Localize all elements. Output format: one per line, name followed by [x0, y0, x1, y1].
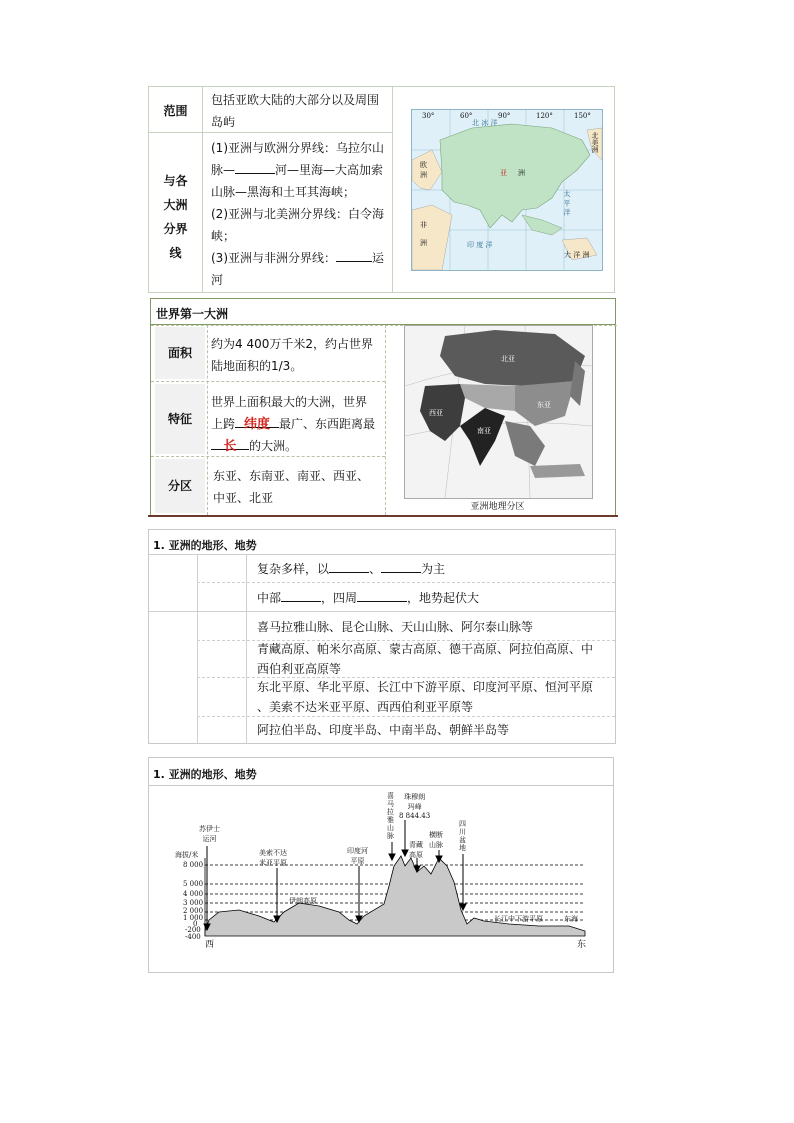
indian-ocean-label: 印 度 洋 [467, 241, 493, 249]
section-title: 世界第一大洲 [156, 307, 229, 321]
south-asia-label: 南亚 [477, 427, 491, 435]
himalaya-label: 喜 马 拉 雅 山 脉 [387, 792, 394, 840]
lon-label: 60° [460, 112, 473, 120]
y-tick: 1 000 [183, 914, 204, 922]
asia-label-2: 洲 [518, 169, 525, 177]
section-title: 1. 亚洲的地形、地势 [153, 539, 257, 552]
africa-label: 非 [420, 221, 427, 229]
elevation-row: 中部 ，四周 ，地势起伏大 [257, 587, 479, 608]
africa-label-2: 洲 [420, 239, 427, 247]
east-label: 东 [577, 940, 587, 950]
asia-boundary-map [411, 109, 603, 271]
suez-label: 苏伊士 运河 [199, 825, 220, 843]
yangtze-label: 长江中下游平原 [494, 915, 543, 923]
y-tick: 5 000 [183, 880, 204, 888]
y-tick: 4 000 [183, 890, 204, 898]
west-label: 西 [205, 940, 215, 950]
asia-region-map [404, 325, 593, 499]
lon-label: 120° [536, 112, 553, 120]
y-tick: 8 000 [183, 861, 204, 869]
feature-text: 世界上面积最大的大洲，世界 上跨 纬度 最广、东西距离最 长 的大洲。 [211, 395, 376, 454]
map-caption: 亚洲地理分区 [470, 502, 525, 512]
everest-label: 珠穆朗 玛峰 8 844.43 [399, 793, 431, 820]
y-tick: -400 [185, 933, 201, 941]
section-title: 1. 亚洲的地形、地势 [153, 768, 257, 781]
area-text: 约为4 400万千米2，约占世界 陆地面积的1/3。 [211, 337, 373, 373]
terrain-row: 复杂多样，以 、 为主 [257, 558, 445, 579]
eastsea-label: 东海 [564, 915, 578, 923]
y-tick: 2 000 [183, 907, 204, 915]
profile-section [148, 757, 614, 973]
region-label: 分区 [155, 459, 205, 513]
answer-latitude: 纬度 [244, 417, 271, 432]
continent-range-table [148, 86, 615, 293]
na-label: 北美洲 [591, 132, 599, 153]
y-axis-label: 海拔/米 [175, 851, 199, 859]
plateaus-row: 青藏高原、帕米尔高原、蒙古高原、德干高原、阿拉伯高原、中 西伯利亚高原等 [257, 642, 594, 676]
y-tick: -200 [185, 926, 201, 934]
plains-row: 东北平原、华北平原、长江中下游平原、印度河平原、恒河平原 、美索不达米亚平原、西西伯利亚平原等 [257, 680, 594, 714]
iran-label: 伊朗高原 [289, 897, 317, 905]
arctic-ocean-label: 北 冰 洋 [472, 119, 498, 127]
oceania-label: 大 洋 洲 [564, 251, 590, 259]
range-text: 包括亚欧大陆的大部分以及周围岛屿 [211, 93, 380, 129]
feature-label: 特征 [155, 384, 205, 454]
lon-label: 150° [574, 112, 591, 120]
y-tick: 3 000 [183, 899, 204, 907]
largest-continent-table [150, 298, 616, 516]
hengduan-label: 横断 山脉 [429, 831, 443, 849]
boundary-text: (1)亚洲与欧洲分界线：乌拉尔山 脉— 河—里海—大高加索 山脉—黑海和土耳其海峡； (2)亚洲与北美洲分界线：白令海 峡； (3)亚洲与非洲分界线： 运 河 [211, 141, 385, 287]
lon-label: 30° [422, 112, 435, 120]
sichuan-label: 四 川 盆 地 [459, 820, 466, 852]
europe-label: 欧 [420, 161, 427, 169]
north-asia-label: 北亚 [501, 355, 515, 363]
boundary-label: 与各 大洲 分界 线 [163, 174, 188, 260]
asia-label: 亚 [500, 169, 507, 177]
pacific-label: 太 平 洋 [563, 190, 571, 216]
tibet-label: 青藏 高原 [409, 841, 423, 859]
indus-label: 印度河 平原 [347, 847, 368, 865]
answer-long: 长 [223, 439, 237, 454]
east-asia-label: 东亚 [537, 401, 551, 409]
west-asia-label: 西亚 [429, 409, 443, 417]
lon-label: 90° [498, 112, 511, 120]
peninsulas-row: 阿拉伯半岛、印度半岛、中南半岛、朝鲜半岛等 [257, 723, 510, 737]
region-text: 东亚、东南亚、南亚、西亚、 中亚、北亚 [213, 469, 370, 505]
area-label: 面积 [155, 327, 205, 379]
landform-table [148, 529, 616, 744]
meso-label: 美索不达 米亚平原 [259, 849, 287, 867]
range-label: 范围 [163, 104, 188, 118]
y-tick: 0 [193, 920, 198, 928]
mountains-row: 喜马拉雅山脉、昆仑山脉、天山山脉、阿尔泰山脉等 [257, 620, 534, 634]
europe-label-2: 洲 [420, 171, 427, 179]
